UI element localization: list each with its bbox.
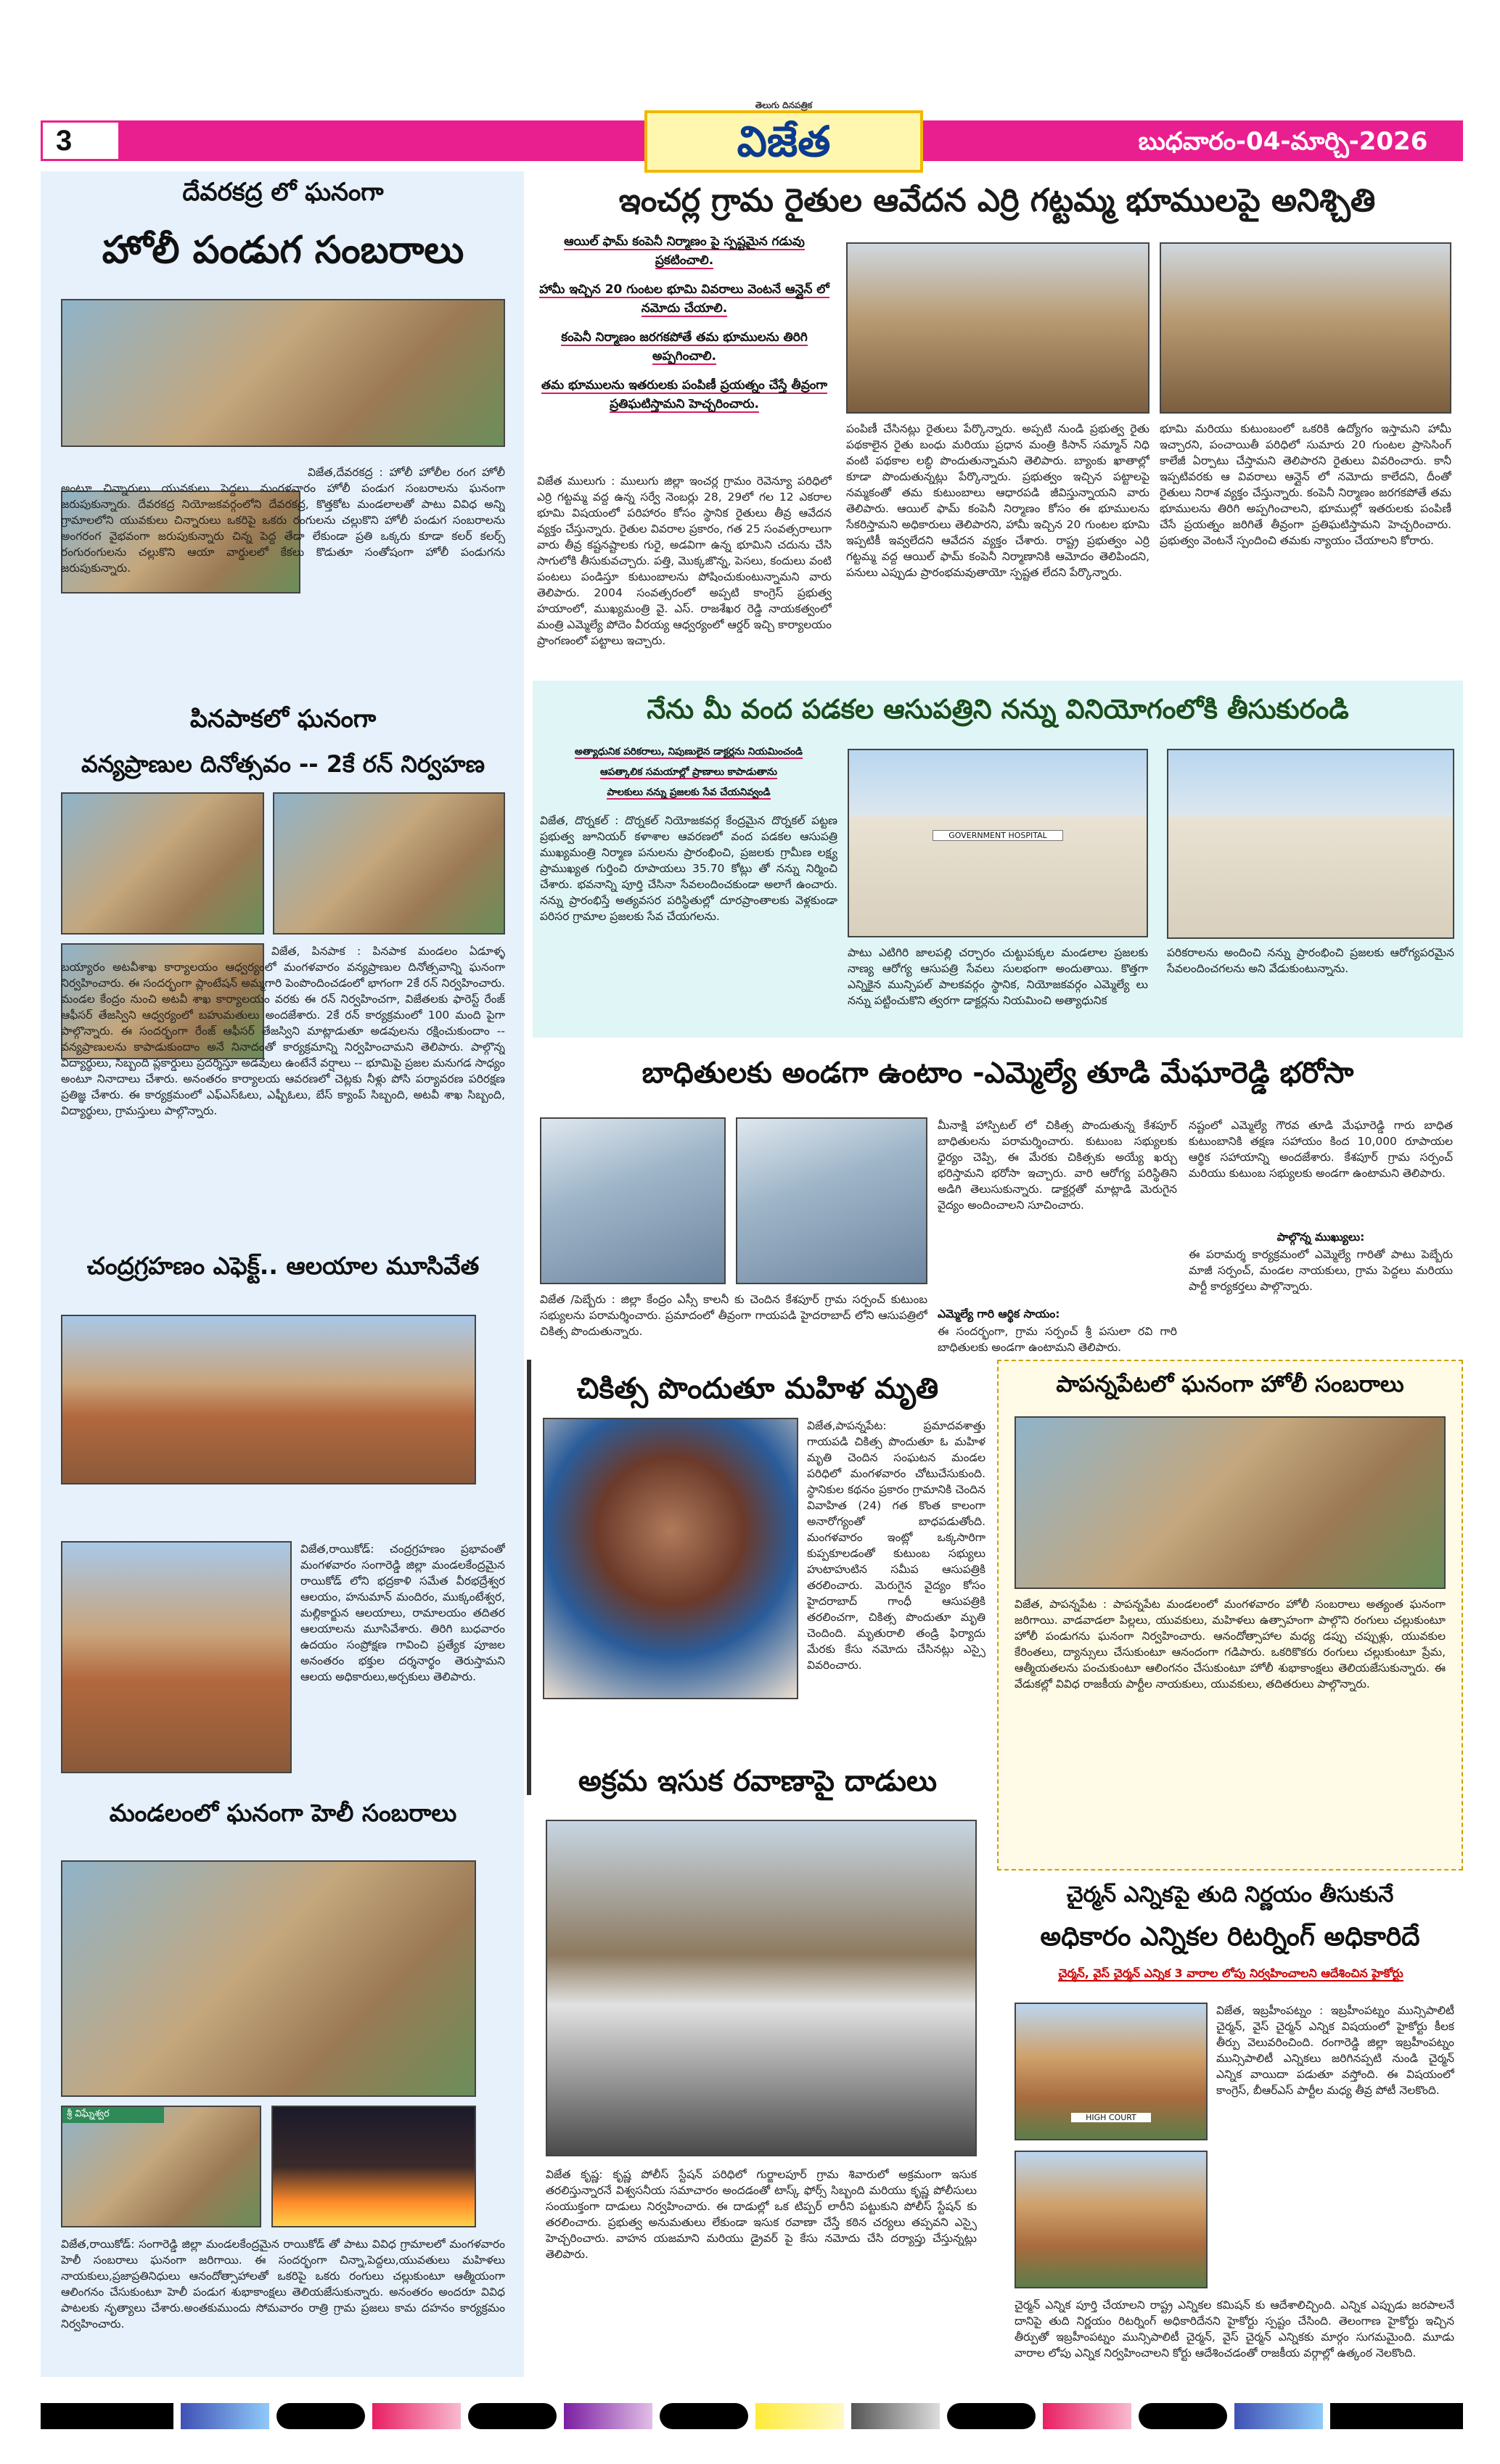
mandal-holi-photo-shop [61, 2106, 261, 2227]
color-swatch-yellow [755, 2403, 844, 2429]
color-swatch-black [41, 2403, 173, 2429]
chairman-headline: అధికారం ఎన్నికల రిటర్నింగ్ అధికారిదే [1040, 1922, 1420, 1952]
color-swatch-blue [1234, 2403, 1323, 2429]
pinapaka-kicker: పినపాకలో ఘనంగా [189, 705, 377, 734]
pinapaka-headline: వన్యప్రాణుల దినోత్సవం -- 2కే రన్ నిర్వహణ [81, 750, 485, 778]
chairman-subhead [1006, 1965, 1456, 1982]
hospital-article-col3: పరికరాలను అందించి నన్ను ప్రారంభించి ప్రజలకు ఆరోగ్యపరమైన సేవలందించగలను అని వేడుకుంటున్నాను. [1167, 946, 1454, 975]
eclipse-article: విజేత,రాయికోడ్: చంద్రగ్రహణం ప్రభావంతో మంగళవారం సంగారెడ్డి జిల్లా మండలకేంద్రమైన రాయికోడ్ లోని భద్రకాళి సమేత వీరభద్రేశ్వర ఆలయం, హనుమాన్ మందిరం, ముక్కంటేశ్వర, మల్లికార్జున ఆలయాలు, రామాలయం తదితర ఆలయాలను మూసివేశారు. తిరిగి బుధవారం ఉదయం సంప్రోక్షణ గావించి ప్రత్యేక పూజల అనంతరం భక్తుల దర్శనార్థం తెరుస్తామని ఆలయ అధికారులు,అర్చకులు తెలిపారు. [300, 1543, 505, 1683]
chairman-photo-municipality [1015, 2151, 1208, 2288]
mandal-holi-photo-crowd [61, 1860, 476, 2097]
hospital-article-col1: విజేత, దొర్నకల్ : దొర్నకల్ నియోజకవర్గ కేంద్రమైన దొర్నకల్ పట్టణ ప్రభుత్వ జూనియర్ కళాశాల ఆవరణలో వంద పడకల ఆసుపత్రి ముఖ్యమంత్రి నిర్మాణ పనులను ప్రారంభించి, ప్రజలకు గ్రామీణ లక్ష్య ప్రాముఖ్యత గుర్తించి రూపాయలు 35.70 కోట్లు తో నన్ను నిర్మించి చేశారు. భవనాన్ని పూర్తి చేసినా సేవలందించకుండా అలాగే ఉంచారు. నన్ను ప్రారంభిస్తే అత్యవసర పరిస్థితుల్లో దూరప్రాంతాలకు వెళ్లకుండా పరిసర గ్రామాల ప్రజలకు సేవ చేయగలను. [540, 814, 837, 923]
highlight-2: హామీ ఇచ్చిన 20 గుంటల భూమి వివరాలు వెంటనే ఆన్లైన్ లో నమోదు చేయాలి. [539, 282, 829, 316]
chairman-kicker: చైర్మన్ ఎన్నికపై తుది నిర్ణయం తీసుకునే [1066, 1882, 1394, 1907]
holi-headline: హోలీ పండుగ సంబరాలు [102, 229, 464, 272]
hospital-sign: GOVERNMENT HOSPITAL [933, 830, 1063, 841]
page-number: 3 [41, 120, 120, 161]
inchar-photo-women [846, 242, 1149, 414]
woman-headline: చికిత్స పొందుతూ మహిళ మృతి [576, 1372, 939, 1405]
color-swatch-black [276, 2403, 365, 2429]
chairman-article-col2: చైర్మన్ ఎన్నిక పూర్తి చేయాలని రాష్ట్ర ఎన్నికల కమిషన్ కు ఆదేశాలిచ్చింది. ఎన్నిక ఎప్పుడు జరపాలనే దానిపై తుది నిర్ణయం రిటర్నింగ్ అధికారిదేనని హైకోర్టు స్పష్టం చేసింది. తెలంగాణ హైకోర్టు ఇచ్చిన తీర్పుతో ఇబ్రహీంపట్నం మున్సిపాలిటీ చైర్మన్, వైస్ చైర్మన్ ఎన్నికకు మార్గం సుగమమైంది. మూడు వారాల లోపు ఎన్నిక నిర్వహించాలని కోర్టు ఆదేశించడంతో రాజకీయ వర్గాల్లో ఉత్కంఠ నెలకొంది. [1015, 2299, 1454, 2360]
color-swatch-blue [181, 2403, 269, 2429]
chairman-photo-court [1015, 2003, 1208, 2140]
color-swatch-gray [851, 2403, 940, 2429]
chairman-article-col1: విజేత, ఇబ్రహీంపట్నం : ఇబ్రహీంపట్నం మున్సిపాలిటీ చైర్మన్, వైస్ చైర్మన్ ఎన్నిక విషయంలో హైకోర్టు కీలక తీర్పు వెలువరించింది. రంగారెడ్డి జిల్లా ఇబ్రహీంపట్నం మున్సిపాలిటీ ఎన్నికలు జరిగినప్పటి నుండి చైర్మన్ ఎన్నిక వాయిదా పడుతూ వస్తోంది. ఈ విషయంలో కాంగ్రెస్, బీఆర్ఎస్ పార్టీల మధ్య తీవ్ర పోటీ నెలకొంది. [1216, 2004, 1454, 2097]
shop-sign: శ్రీ విఘ్నేశ్వర [62, 2107, 164, 2123]
inchar-article-col2: పంపిణీ చేసినట్లు రైతులు పేర్కొన్నారు. అప్పటి నుండి ప్రభుత్వ రైతు పథకాలైన రైతు బంధు మరియు ప్రధాన మంత్రి కిసాన్ సమ్మాన్ నిధి వంటి పథకాల లబ్ధి పొందుతున్నామని తెలిపారు. బ్యాంకు ఖాతాల్లో కూడా పొందుతున్నట్లు పేర్కొన్నారు. ప్రభుత్వం ఇచ్చిన పట్టాలపై నమ్మకంతో తమ కుటుంబాలు ఆధారపడి జీవిస్తున్నాయని వారు తెలిపారు. ఆయిల్ ఫామ్ కంపెనీ నిర్మాణం కోసం ఈ భూములను సేకరిస్తామని అధికారులు తెలిపారని, హామీ ఇచ్చిన 20 గుంటల భూమి ఇప్పటికీ ఇవ్వలేదని ఆవేదన వ్యక్తం చేశారు. రాష్ట్ర ప్రభుత్వం ఎర్రి గట్టమ్మ వద్ద ఆయిల్ ఫామ్ కంపెనీ నిర్మాణానికి ఆమోదం తెలిపిందని, పనులు ఎప్పుడు ప్రారంభమవుతాయో స్పష్టత లేదని పేర్కొన్నారు. [846, 422, 1149, 579]
color-swatch-pink [1043, 2403, 1131, 2429]
hospital-highlights [540, 744, 837, 817]
hospital-photo-front [848, 749, 1148, 937]
color-swatch-black [468, 2403, 557, 2429]
highlight-1: ఆయిల్ ఫామ్ కంపెనీ నిర్మాణం పై స్పష్టమైన గడువు ప్రకటించాలి. [564, 234, 805, 268]
papannapet-article: విజేత, పాపన్నపేట : పాపన్నపేట మండలంలో మంగళవారం హోలీ సంబరాలు అత్యంత ఘనంగా జరిగాయి. వాడవాడలా పిల్లలు, యువకులు, మహిళలు ఉత్సాహంగా పాల్గొని రంగులు చల్లుకుంటూ హోలీ పండుగను ఘనంగా నిర్వహించారు. ఆనందోత్సాహాల మధ్య డప్పు చప్పుళ్లు, యువకుల కేరింతలు, ద్యాన్సులు చేసుకుంటూ ఆనందంగా గడిపారు. ఒకరికొకరు రంగులు చల్లుకుంటూ ప్రేమ, ఆత్మీయతలను పంచుకుంటూ ఆలింగనం చేసుకుంటూ హోలీ శుభాకాంక్షలు తెలియజేసుకున్నారు. ఈ వేడుకల్లో వివిధ రాజకీయ పార్టీల నాయకులు, యువకులు, తదితరులు పాల్గొన్నారు. [1015, 1598, 1446, 1691]
holi-article: విజేత,దేవరకద్ర : హోలీ హోలీల రంగ హోలీ అంటూ చిన్నారులు యువకులు పెద్దలు మంగళవారం హోలీ పండుగ సంబరాలను ఘనంగా జరుపుకున్నారు. దేవరకద్ర నియోజకవర్గంలోని దేవరకద్ర, కొత్తకోట మండలాలతో పాటు వివిధ అన్ని గ్రామాలలోని యువకులు చిన్నారులు ఒకరిపై ఒకరు రంగులను చల్లుకొని హోలీ పండుగ సంబరాలను అంగరంగ వైభవంగా జరుపుకున్నారు చిన్న పెద్ద తేడా లేకుండా ప్రతి ఒక్కరు కూడా కలర్ కలర్స్ రంగురంగులను చల్లుకొని ఆయా వార్డులలో కేకలు కొడుతూ సంతోషంగా హోలీ పండుగను జరుపుకున్నారు. [61, 466, 505, 575]
color-swatch-black [1330, 2403, 1463, 2429]
eclipse-photo-gate [61, 1541, 292, 1773]
hospital-highlight-2: ఆపత్కాలిక సమయాల్లో ప్రాణాలు కాపాడుతాను [600, 766, 777, 778]
pinapaka-article: విజేత, పినపాక : పినపాక మండలం ఏడూళ్ళ బయ్యారం అటవీశాఖ కార్యాలయం ఆధ్వర్యంలో మంగళవారం వన్యప్రాణుల దినోత్సవాన్ని ఘనంగా నిర్వహించారు. ఈ సందర్భంగా ప్లాంటేషన్ అమ్మగారి పెంపొందించడంలో భాగంగా 2కే రన్ నిర్వహించారు. మండల కేంద్రం నుంచి అటవీ శాఖ కార్యాలయం వరకు ఈ రన్ నిర్వహించగా, విజేతలకు ఫారెస్ట్ రేంజ్ ఆఫీసర్ తేజస్విని ఆధ్వర్యంలో బహుమతులు అందజేశారు. 2కే రన్ కార్యక్రమంలో 100 మంది పైగా పాల్గొన్నారు. ఈ సందర్భంగా రేంజ్ ఆఫీసర్ తేజస్విని మాట్లాడుతూ అడవులను రక్షించుకుందాం -- వన్యప్రాణులను కాపాడుకుందాం అనే నినాదంతో కార్యక్రమాన్ని నిర్వహించామని తెలిపారు. పాల్గొన్న విద్యార్థులు, సిబ్బంది ప్లకార్డులు ప్రదర్శిస్తూ అడవులు ఉంటేనే వర్షాలు -- భూమిపై ప్రజల మనుగడ సాధ్యం అంటూ నినాదాలు చేశారు. అనంతరం కార్యాలయ ఆవరణలో చెట్లకు నీళ్లు పోసి పర్యావరణ పరిరక్షణ ప్రతిజ్ఞ చేశారు. ఈ కార్యక్రమంలో ఎఫ్ఎస్ఓలు, ఎఫ్బీఓలు, బేస్ క్యాంప్ సిబ్బంది, అటవీ శాఖ సిబ్బంది, విద్యార్థులు, గ్రామస్తులు పాల్గొన్నారు. [61, 945, 505, 1117]
color-swatch-black [1139, 2403, 1227, 2429]
sand-photo-truck [546, 1820, 977, 2156]
hospital-highlight-1: అత్యాధునిక పరికరాలు, నిపుణులైన డాక్టర్లను నియమించండి [575, 746, 803, 757]
mla-sub-participants: పాల్గొన్న ముఖ్యులు: [1276, 1231, 1365, 1244]
mla-photo-visit [736, 1117, 927, 1284]
mandal-holi-photo-fire [271, 2106, 476, 2227]
eclipse-headline: చంద్రగ్రహణం ఎఫెక్ట్.. ఆలయాల మూసివేత [86, 1252, 480, 1280]
color-swatch-black [660, 2403, 748, 2429]
color-swatch-purple [564, 2403, 652, 2429]
color-swatch-pink [372, 2403, 461, 2429]
sand-article: విజేత కృష్ణ: కృష్ణ పోలీస్ స్టేషన్ పరిధిలో గుర్జాలపూర్ గ్రామ శివారులో అక్రమంగా ఇసుక తరలిస్తున్నారనే విశ్వసనీయ సమాచారం అందడంతో టాస్క్ ఫోర్స్ సిబ్బంది మరియు కృష్ణ పోలీసులు సంయుక్తంగా దాడులు నిర్వహించారు. ఈ దాడుల్లో ఒక టిప్పర్ లారీని పట్టుకుని పోలీస్ స్టేషన్ కు తరలించారు. ప్రభుత్వ అనుమతులు లేకుండా ఇసుక రవాణా చేస్తే కఠిన చర్యలు తప్పవని ఎస్సై హెచ్చరించారు. వాహన యజమాని మరియు డ్రైవర్ పై కేసు నమోదు చేసి దర్యాప్తు చేస్తున్నట్లు తెలిపారు. [546, 2168, 977, 2261]
mla-article-col3b: ఈ పరామర్శ కార్యక్రమంలో ఎమ్మెల్యే గారితో పాటు పెబ్బేరు మాజీ సర్పంచ్, మండల నాయకులు, గ్రామ పెద్దలు మరియు పార్టీ కార్యకర్తలు పాల్గొన్నారు. [1189, 1248, 1453, 1293]
pinapaka-photo-run [61, 792, 264, 935]
highlight-4: తమ భూములను ఇతరులకు పంపిణీ ప్రయత్నం చేస్తే తీవ్రంగా ప్రతిఘటిస్తామని హెచ్చరించారు. [541, 378, 828, 411]
hospital-headline: నేను మీ వంద పడకల ఆసుపత్రిని నన్ను వినియోగంలోకి తీసుకురండి [647, 694, 1349, 725]
newspaper-title: విజేత [737, 117, 831, 166]
eclipse-photo-temple [61, 1315, 476, 1484]
inchar-article-col1: విజేత ములుగు : ములుగు జిల్లా ఇంచర్ల గ్రామం రెవెన్యూ పరిధిలో ఎర్రి గట్టమ్మ వద్ద ఉన్న సర్వే నెంబర్లు 28, 29లో గల 12 ఎకరాల భూమి విషయంలో పరిహారం కోసం స్థానిక రైతులు తీవ్ర ఆవేదన వ్యక్తం చేస్తున్నారు. రైతుల వివరాల ప్రకారం, గత 25 సంవత్సరాలుగా వారు తీవ్ర కష్టనష్టాలకు గురై, అడవిగా ఉన్న భూమిని చదును చేసి సాగులోకి తీసుకువచ్చారు. పత్తి, మొక్కజొన్న, పెసలు, కందులు వంటి పంటలు పండిస్తూ కుటుంబాలను పోషించుకుంటున్నామని వారు తెలిపారు. 2004 సంవత్సరంలో అప్పటి కాంగ్రెస్ ప్రభుత్వ హయాంలో, ముఖ్యమంత్రి వై. ఎస్. రాజశేఖర రెడ్డి నాయకత్వంలో మంత్రి ఎమ్మెల్యే పోదెం వీరయ్య ఆధ్వర్యంలో ఆర్డర్ ఇచ్చి కార్యాలయం ప్రాంగణంలో పట్టాలు ఇచ్చారు. [537, 475, 832, 647]
inchar-article-col3: భూమి మరియు కుటుంబంలో ఒకరికి ఉద్యోగం ఇస్తామని హామీ ఇచ్చారని, పంచాయితీ పరిధిలో సుమారు 20 గుంటల ప్రాసెసింగ్ కాలేజీ ఏర్పాటు చేస్తామని తెలిపారని రైతులు వివరించారు. కానీ ఇప్పటివరకు ఆ వివరాలు ఆన్లైన్ లో నమోదు కాలేదని, దీంతో రైతులు నిరాశ వ్యక్తం చేస్తున్నారు. కంపెనీ నిర్మాణం జరగకపోతే తమ భూములను తిరిగి అప్పగించాలని, భూముల్లో ఇతరులకు పంపిణీ చేసే ప్రయత్నం జరిగితే తీవ్రంగా ప్రతిఘటిస్తామని హెచ్చరించారు. ప్రభుత్వం వెంటనే స్పందించి తమకు న్యాయం చేయాలని కోరారు. [1160, 422, 1451, 547]
inchar-photo-land [1160, 242, 1451, 414]
hospital-highlight-3: పాలకులు నన్ను ప్రజలకు సేవ చేయనివ్వండి [607, 787, 771, 798]
color-swatch-black [947, 2403, 1036, 2429]
mla-photo-patient [540, 1117, 726, 1284]
mla-article-col1: విజేత /పెబ్బేరు : జిల్లా కేంద్రం ఎస్సీ కాలనీ కు చెందిన కేశపూర్ గ్రామ సర్పంచ్ కుటుంబ సభ్యులను పరామర్శించారు. ప్రమాదంలో తీవ్రంగా గాయపడి హైదరాబాద్ లోని ఆసుపత్రిలో చికిత్స పొందుతున్నారు. [540, 1293, 927, 1338]
holi-photo-children [61, 299, 505, 447]
tagline: తెలుగు దినపత్రిక [755, 100, 813, 110]
woman-article: విజేత,పాపన్నపేట: ప్రమాదవశాత్తు గాయపడి చికిత్స పొందుతూ ఓ మహిళ మృతి చెందిన సంఘటన మండల పరిధిలో మంగళవారం చోటుచేసుకుంది. స్థానికుల కథనం ప్రకారం గ్రామానికి చెందిన వివాహిత (24) గత కొంత కాలంగా అనారోగ్యంతో బాధపడుతోంది. మంగళవారం ఇంట్లో ఒక్కసారిగా కుప్పకూలడంతో కుటుంబ సభ్యులు హుటాహుటిన సమీప ఆసుపత్రికి తరలించారు. మెరుగైన వైద్యం కోసం హైదరాబాద్ గాంధీ ఆసుపత్రికి తరలించగా, చికిత్స పొందుతూ మృతి చెందింది. మృతురాలి తండ్రి ఫిర్యాదు మేరకు కేసు నమోదు చేసినట్లు ఎస్సై వివరించారు. [807, 1419, 985, 1672]
inchar-headline: ఇంచర్ల గ్రామ రైతుల ఆవేదన ఎర్రి గట్టమ్మ భూములపై అనిశ్చితి [618, 182, 1376, 219]
highlight-3: కంపెనీ నిర్మాణం జరగకపోతే తమ భూములను తిరిగి అప్పగించాలి. [561, 330, 808, 364]
print-color-bar [41, 2403, 1463, 2429]
mla-article-col2: మీనాక్షి హాస్పిటల్ లో చికిత్స పొందుతున్న కేశపూర్ బాధితులను పరామర్శించారు. కుటుంబ సభ్యులకు ధైర్యం చెప్పి, ఈ మేరకు చికిత్సకు అయ్యే ఖర్చు భరిస్తామని భరోసా ఇచ్చారు. వారి ఆరోగ్య పరిస్థితిని అడిగి తెలుసుకున్నారు. డాక్టర్లతో మాట్లాడి మెరుగైన వైద్యం అందించాలని సూచించారు. [938, 1119, 1177, 1212]
mandal-holi-article: విజేత,రాయికోడ్: సంగారెడ్డి జిల్లా మండలకేంద్రమైన రాయికోడ్ తో పాటు వివిధ గ్రామాలలో మంగళవారం హెలీ సంబరాలు ఘనంగా జరిగాయి. ఈ సందర్భంగా చిన్నా,పెద్దలు,యువతులు మహిళలు నాయకులు,ప్రజాప్రతినిధులు ఆనందోత్సాహాలతో ఒకరిపై ఒకరు రంగులు చల్లుకుంటూ ఆత్మీయంగా ఆలింగనం చేసుకుంటూ హెలీ పండుగ శుభాకాంక్షలు తెలియజేసుకున్నారు. అనంతరం అందరూ వివిధ పాటలకు నృత్యాలు చేశారు.అంతకుముందు సోమవారం రాత్రి గ్రామ ప్రజలు కామ దహనం కార్యక్రమం నిర్వహించారు. [61, 2238, 505, 2330]
mla-article-col2b: ఈ సందర్భంగా, గ్రామ సర్పంచ్ శ్రీ పసులా రవి గారి బాధితులకు అండగా ఉంటామని తెలిపారు. [938, 1325, 1177, 1354]
hospital-photo-gate [1167, 749, 1454, 939]
mla-sub-aid: ఎమ్మెల్యే గారి ఆర్థిక సాయం: [938, 1307, 1060, 1321]
newspaper-logo[interactable] [644, 100, 923, 173]
papannapet-photo [1015, 1416, 1446, 1589]
papannapet-headline: పాపన్నపేటలో ఘనంగా హోలీ సంబరాలు [1056, 1371, 1404, 1397]
woman-photo [543, 1418, 798, 1699]
hospital-article-col2: పాటు ఎటిగిరి జాలపల్లి చర్చారం చుట్టుపక్కల మండలాల ప్రజలకు నాణ్య ఆరోగ్య ఆసుపత్రి సేవలు సులభంగా అందుతాయి. కొత్తగా ఎన్నికైన మున్సిపల్ పాలకవర్గం స్థానిక, నియోజకవర్గం ఎమ్మెల్యే లు నన్ను పట్టించుకొని త్వరగా డాక్టర్లను నియమించి అత్యాధునిక [848, 946, 1148, 1007]
pinapaka-photo-award [273, 792, 505, 935]
mandal-holi-headline: మండలంలో ఘనంగా హెలీ సంబరాలు [109, 1799, 457, 1827]
sand-headline: అక్రమ ఇసుక రవాణాపై దాడులు [578, 1765, 938, 1798]
issue-date: బుధవారం-04-మార్చి-2026 [1138, 127, 1428, 156]
holi-kicker: దేవరకద్ర లో ఘనంగా [182, 178, 384, 207]
court-label: HIGH COURT [1071, 2113, 1151, 2122]
mla-headline: బాధితులకు అండగా ఉంటాం -ఎమ్మెల్యే తూడి మేఘారెడ్డి భరోసా [642, 1056, 1354, 1090]
chairman-subhead-text: చైర్మన్, వైస్ చైర్మన్ ఎన్నిక 3 వారాల లోపు నిర్వహించాలని ఆదేశించిన హైకోర్టు [1058, 1966, 1403, 1980]
inchar-highlights [537, 232, 832, 472]
mla-article-col3: నష్టంలో ఎమ్మెల్యే గౌరవ తూడి మేఘారెడ్డి గారు బాధిత కుటుంబానికి తక్షణ సహాయం కింద 10,000 రూపాయల ఆర్థిక సహాయాన్ని అందజేశారు. కేశపూర్ గ్రామ సర్పంచ్ మరియు కుటుంబ సభ్యులకు అండగా ఉంటామని తెలిపారు. [1189, 1119, 1453, 1180]
